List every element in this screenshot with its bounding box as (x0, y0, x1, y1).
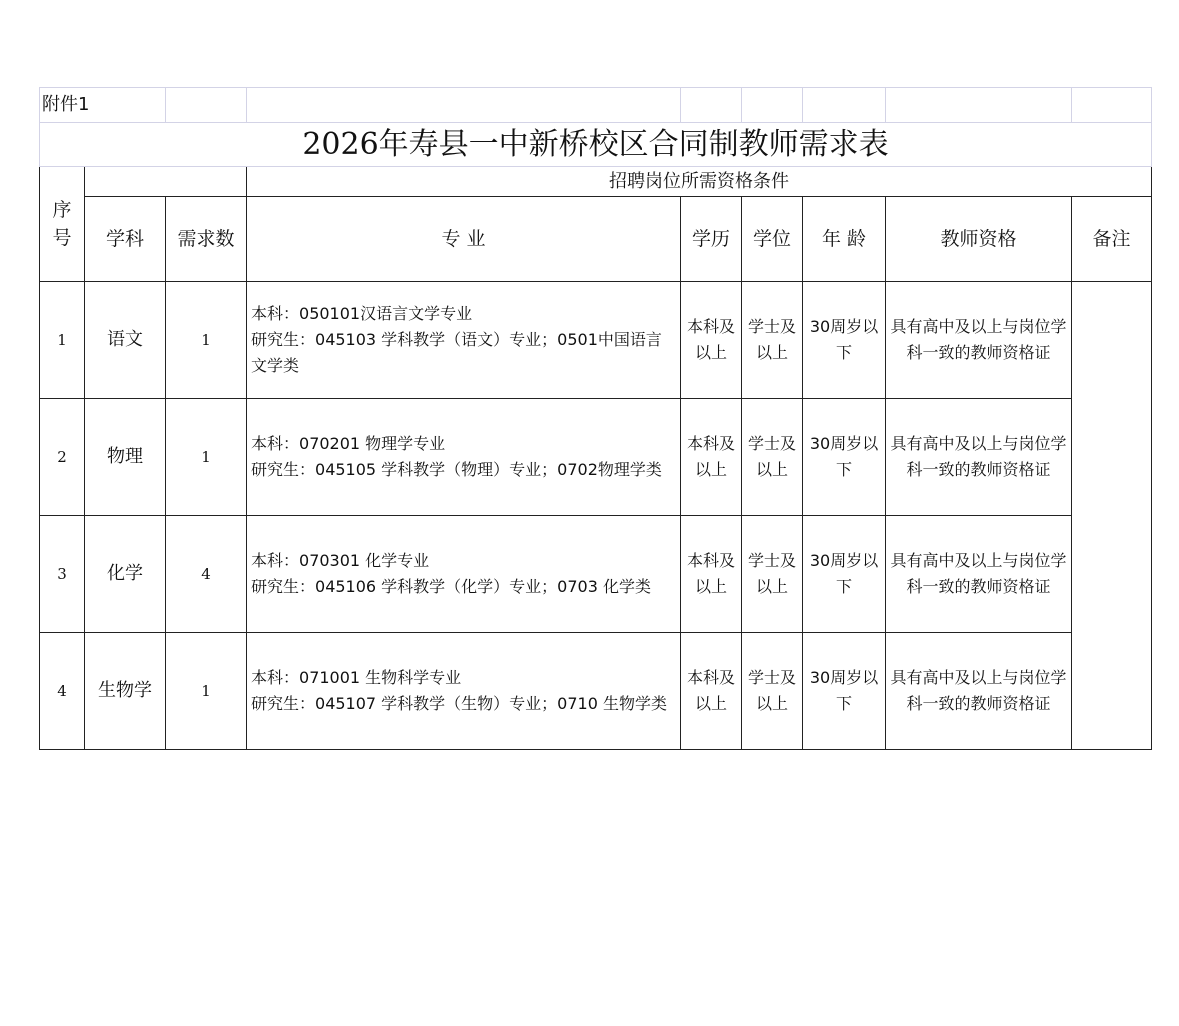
header-education: 学历 (681, 197, 742, 282)
major-grad: 研究生：045103 学科教学（语文）专业；0501中国语言文学类 (251, 330, 662, 375)
header-count: 需求数 (166, 197, 247, 282)
major-grad: 研究生：045105 学科教学（物理）专业；0702物理学类 (251, 460, 662, 479)
row-education: 本科及以上 (681, 633, 742, 750)
annex-row (40, 88, 1152, 123)
row-qualification: 具有高中及以上与岗位学科一致的教师资格证 (886, 399, 1072, 516)
column-header-row (40, 197, 1152, 282)
row-education: 本科及以上 (681, 282, 742, 399)
row-degree: 学士及以上 (742, 633, 803, 750)
header-index: 序号 (40, 167, 85, 282)
row-subject: 语文 (85, 282, 166, 399)
row-subject: 生物学 (85, 633, 166, 750)
row-count: 1 (166, 282, 247, 399)
major-grad: 研究生：045106 学科教学（化学）专业；0703 化学类 (251, 577, 651, 596)
major-undergrad: 本科：071001 生物科学专业 (251, 668, 462, 687)
row-subject: 化学 (85, 516, 166, 633)
row-major (247, 516, 681, 633)
header-age: 年 龄 (803, 197, 886, 282)
row-age: 30周岁以下 (803, 282, 886, 399)
row-qualification: 具有高中及以上与岗位学科一致的教师资格证 (886, 282, 1072, 399)
row-count: 4 (166, 516, 247, 633)
header-subject: 学科 (85, 197, 166, 282)
header-degree: 学位 (742, 197, 803, 282)
major-undergrad: 本科：050101汉语言文学专业 (251, 304, 473, 323)
row-qualification: 具有高中及以上与岗位学科一致的教师资格证 (886, 633, 1072, 750)
row-index: 3 (40, 516, 85, 633)
table-row (40, 633, 1152, 750)
row-age: 30周岁以下 (803, 633, 886, 750)
row-index: 1 (40, 282, 85, 399)
table-row (40, 516, 1152, 633)
recruitment-table (39, 87, 1152, 750)
row-major (247, 282, 681, 399)
major-undergrad: 本科：070301 化学专业 (251, 551, 430, 570)
table-row (40, 399, 1152, 516)
row-major (247, 633, 681, 750)
major-grad: 研究生：045107 学科教学（生物）专业；0710 生物学类 (251, 694, 667, 713)
row-degree: 学士及以上 (742, 516, 803, 633)
page-title: 2026年寿县一中新桥校区合同制教师需求表 (40, 123, 1152, 167)
group-header: 招聘岗位所需资格条件 (247, 167, 1152, 197)
row-subject: 物理 (85, 399, 166, 516)
row-education: 本科及以上 (681, 399, 742, 516)
row-remarks (1072, 282, 1152, 750)
table-row (40, 282, 1152, 399)
annex-label: 附件1 (40, 88, 166, 123)
major-undergrad: 本科：070201 物理学专业 (251, 434, 446, 453)
row-degree: 学士及以上 (742, 399, 803, 516)
row-count: 1 (166, 399, 247, 516)
header-qualification: 教师资格 (886, 197, 1072, 282)
row-index: 4 (40, 633, 85, 750)
header-major: 专 业 (247, 197, 681, 282)
row-age: 30周岁以下 (803, 516, 886, 633)
row-qualification: 具有高中及以上与岗位学科一致的教师资格证 (886, 516, 1072, 633)
title-row (40, 123, 1152, 167)
row-age: 30周岁以下 (803, 399, 886, 516)
header-remarks: 备注 (1072, 197, 1152, 282)
group-header-row (40, 167, 1152, 197)
row-major (247, 399, 681, 516)
row-index: 2 (40, 399, 85, 516)
row-education: 本科及以上 (681, 516, 742, 633)
row-count: 1 (166, 633, 247, 750)
table-body (40, 167, 1152, 750)
row-degree: 学士及以上 (742, 282, 803, 399)
